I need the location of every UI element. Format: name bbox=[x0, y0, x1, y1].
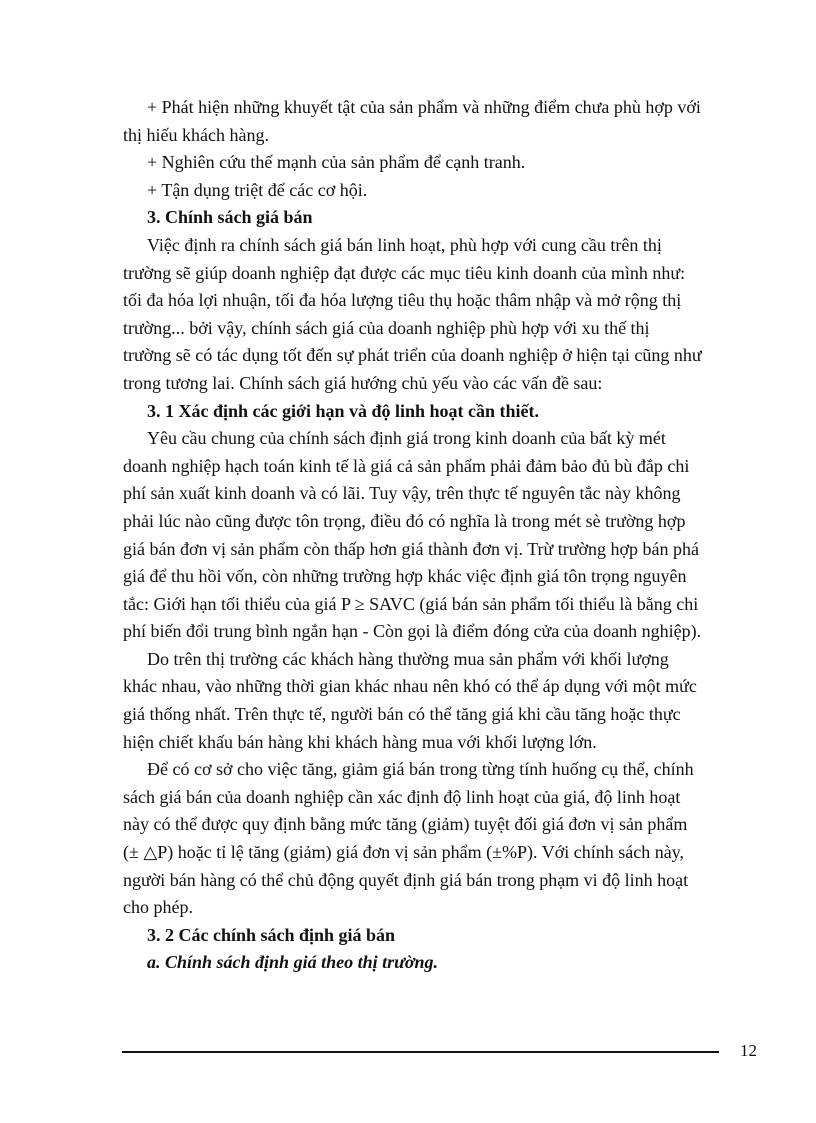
text-line: giá bán đơn vị sản phẩm còn thấp hơn giá thành đơn vị. Trừ trường hợp bán phá bbox=[123, 538, 700, 559]
text-line: Do trên thị trường các khách hàng thường mua sản phẩm với khối lượng bbox=[147, 648, 669, 669]
footer-rule bbox=[122, 1051, 719, 1053]
text-line: giá thống nhất. Trên thực tế, người bán có thể tăng giá khi cầu tăng hoặc thực bbox=[123, 704, 681, 725]
text-line: tối đa hóa lợi nhuận, tối đa hóa lượng tiêu thụ hoặc thâm nhập và mở rộng thị bbox=[123, 290, 682, 311]
text-line: + Phát hiện những khuyết tật của sản phẩm và những điểm chưa phù hợp với bbox=[147, 97, 701, 117]
text-line: người bán hàng có thể chủ động quyết định giá bán trong phạm vi độ linh hoạt bbox=[123, 869, 689, 890]
text-line: + Tận dụng triệt để các cơ hội. bbox=[147, 179, 368, 200]
section-heading: 3. 1 Xác định các giới hạn và độ linh hoạt cần thiết. bbox=[147, 400, 540, 421]
text-line: doanh nghiệp hạch toán kinh tế là giá cả sản phẩm phải đảm bảo đủ bù đắp chi bbox=[123, 455, 690, 476]
text-line: trường sẽ giúp doanh nghiệp đạt được các mục tiêu kinh doanh của mình như: bbox=[123, 262, 686, 283]
text-line: tắc: Giới hạn tối thiểu của giá P ≥ SAVC (giá bán sản phẩm tối thiểu là bằng chi bbox=[123, 593, 699, 614]
section-heading: a. Chính sách định giá theo thị trường. bbox=[147, 952, 439, 973]
text-line: + Nghiên cứu thế mạnh của sản phẩm để cạnh tranh. bbox=[147, 152, 526, 173]
text-line: này có thể được quy định bằng mức tăng (giảm) tuyệt đối giá đơn vị sản phẩm bbox=[123, 814, 688, 835]
section-heading: 3. 2 Các chính sách định giá bán bbox=[147, 924, 396, 945]
text-line: hiện chiết khấu bán hàng khi khách hàng mua với khối lượng lớn. bbox=[123, 731, 597, 752]
page-number: 12 bbox=[740, 1041, 757, 1060]
section-heading: 3. Chính sách giá bán bbox=[147, 207, 313, 228]
text-line: thị hiếu khách hàng. bbox=[123, 124, 269, 145]
text-line: Việc định ra chính sách giá bán linh hoạt, phù hợp với cung cầu trên thị bbox=[147, 234, 662, 255]
text-line: Yêu cầu chung của chính sách định giá trong kinh doanh của bất kỳ mét bbox=[147, 428, 666, 449]
text-line: phí biến đổi trung bình ngắn hạn - Còn gọi là điểm đóng cửa của doanh nghiệp). bbox=[123, 621, 702, 642]
body-text bbox=[123, 94, 758, 977]
text-line: trong tương lai. Chính sách giá hướng chủ yếu vào các vấn đề sau: bbox=[123, 372, 603, 393]
text-line: trường sẽ có tác dụng tốt đến sự phát triển của doanh nghiệp ở hiện tại cũng như bbox=[123, 345, 702, 366]
text-line: sách giá bán của doanh nghiệp cần xác định độ linh hoạt của giá, độ linh hoạt bbox=[123, 786, 681, 807]
text-line: Để có cơ sở cho việc tăng, giảm giá bán trong từng tính huống cụ thể, chính bbox=[147, 759, 694, 780]
text-line: trường... bởi vậy, chính sách giá của doanh nghiệp phù hợp với xu thế thị bbox=[123, 317, 650, 338]
text-line: giá để thu hồi vốn, còn những trường hợp khác việc định giá tôn trọng nguyên bbox=[123, 566, 687, 587]
text-line: khác nhau, vào những thời gian khác nhau nên khó có thể áp dụng với một mức bbox=[123, 676, 697, 697]
text-line: phải lúc nào cũng được tôn trọng, điều đó có nghĩa là trong mét sè trường hợp bbox=[123, 510, 686, 531]
text-line: (± △P) hoặc tỉ lệ tăng (giảm) giá đơn vị sản phẩm (±%P). Với chính sách này, bbox=[123, 842, 685, 863]
text-line: cho phép. bbox=[123, 897, 193, 918]
text-line: phí sản xuất kinh doanh và có lãi. Tuy vậy, trên thực tế nguyên tắc này không bbox=[123, 483, 681, 504]
